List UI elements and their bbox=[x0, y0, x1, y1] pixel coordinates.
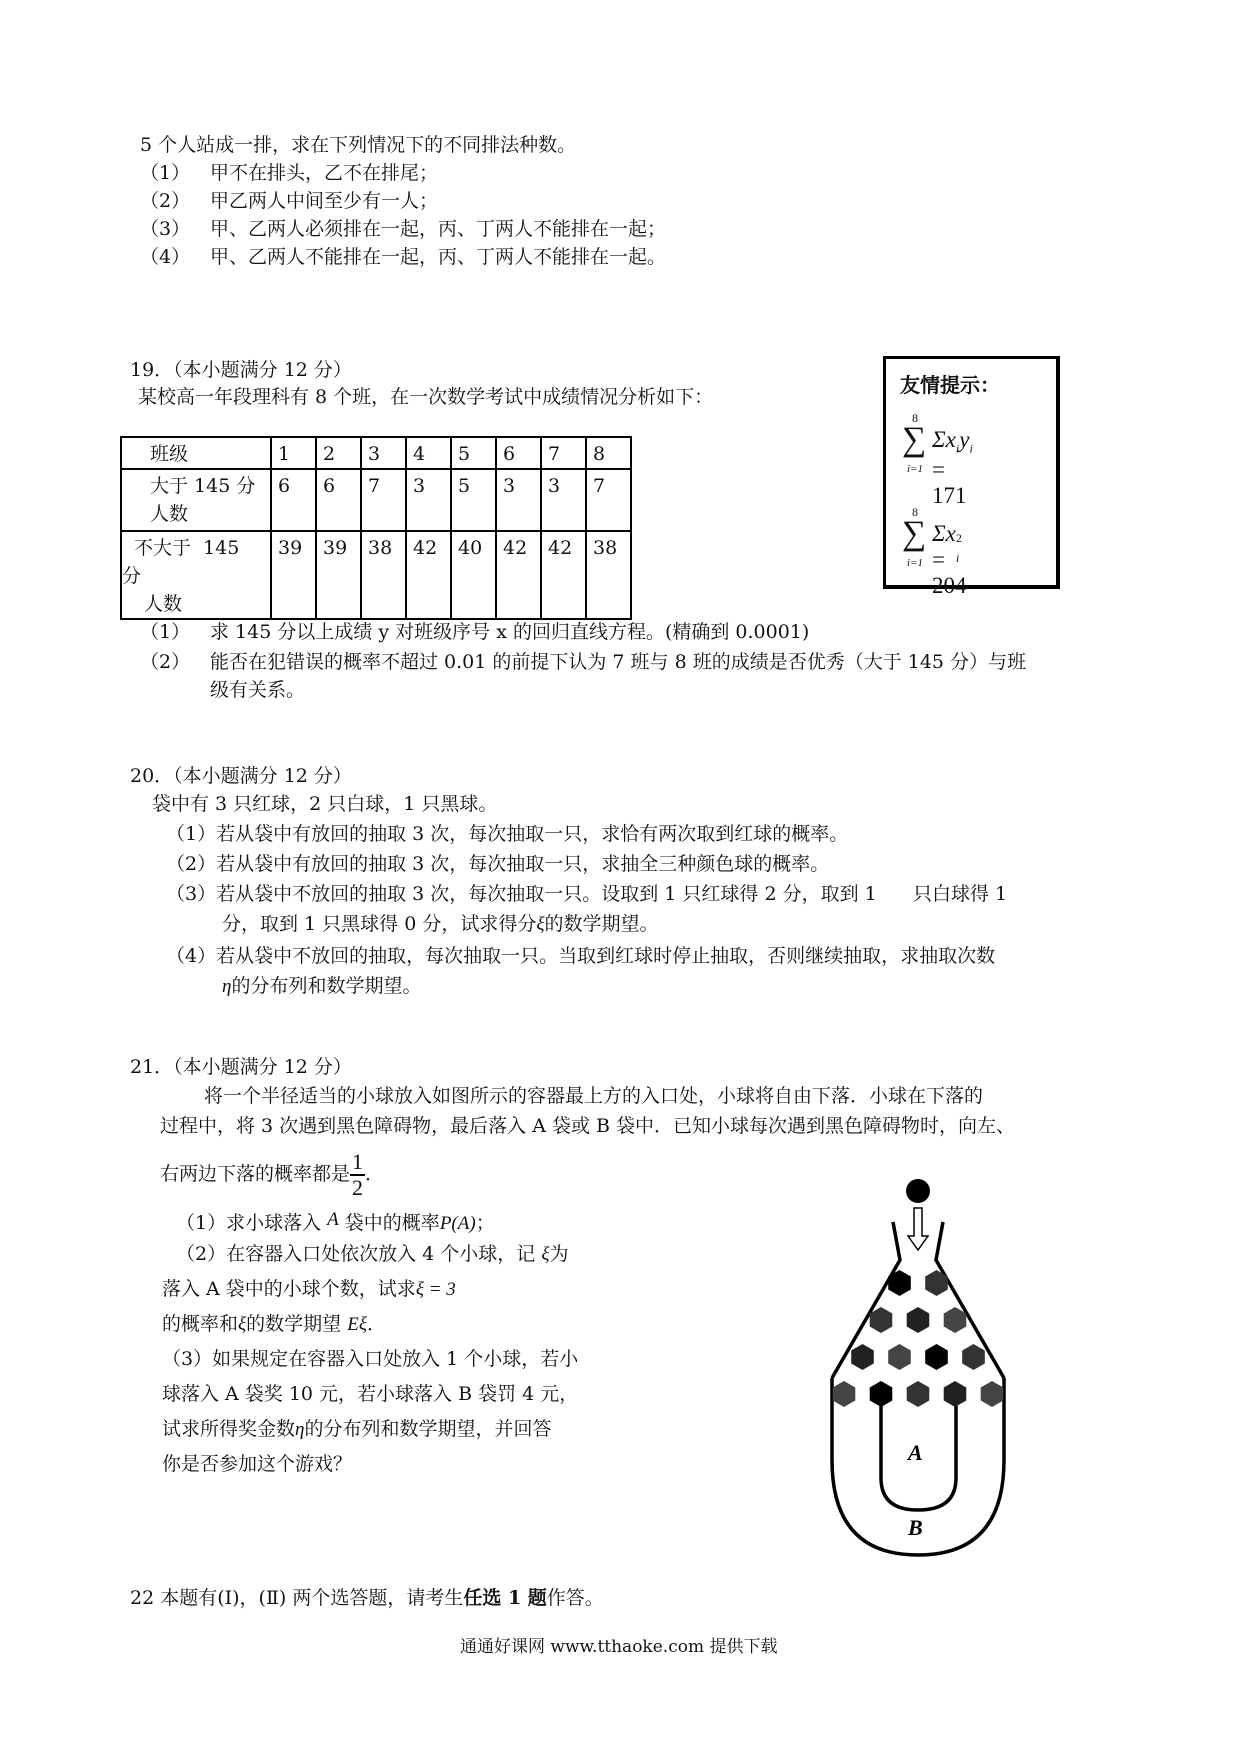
q19-item-2 bbox=[140, 648, 1026, 676]
superscript: 2 bbox=[955, 531, 962, 545]
obstacle-hexagon bbox=[962, 1344, 985, 1370]
q19-item-1 bbox=[140, 618, 809, 646]
table-cell: 6 bbox=[271, 469, 316, 531]
q18-item-2 bbox=[140, 187, 438, 215]
table-cell: 3 bbox=[496, 469, 541, 531]
header-line: 人数 bbox=[144, 593, 183, 615]
item-text: （1）求小球落入 bbox=[176, 1212, 322, 1234]
q18-item-1 bbox=[140, 159, 438, 187]
obstacle-hexagon bbox=[907, 1307, 930, 1333]
item-text: 甲乙两人中间至少有一人； bbox=[210, 190, 439, 212]
grades-table bbox=[120, 436, 632, 620]
row-header-above-145 bbox=[121, 469, 271, 531]
xi-symbol: ξ bbox=[536, 914, 545, 935]
fraction-denominator: 2 bbox=[352, 1175, 364, 1200]
table-cell: 42 bbox=[496, 531, 541, 619]
obstacle-hexagon bbox=[870, 1307, 893, 1333]
q21-para-2: 过程中，将 3 次遇到黑色障碍物，最后落入 A 袋或 B 袋中．已知小球每次遇到黑色障碍物时，向左、 bbox=[160, 1115, 1016, 1137]
table-cell: 38 bbox=[361, 531, 406, 619]
subscript: i bbox=[969, 441, 973, 456]
q19-header: 19．（本小题满分 12 分） bbox=[130, 359, 352, 381]
row-header-not-above-145 bbox=[121, 531, 271, 619]
instruction-bold: 任选 1 题 bbox=[463, 1587, 547, 1609]
item-text: 的分布列和数学期望，并回答 bbox=[304, 1418, 552, 1440]
table-cell: 6 bbox=[316, 469, 361, 531]
item-text: 若从袋中不放回的抽取 3 次，每次抽取一只。设取到 1 只红球得 2 分，取到 1 只白球得 1 bbox=[216, 883, 1008, 905]
fraction-one-half bbox=[350, 1150, 365, 1200]
table-cell: 42 bbox=[406, 531, 451, 619]
q21-item-3-line-1: （3）如果规定在容器入口处放入 1 个小球，若小 bbox=[162, 1348, 579, 1370]
item-text: 袋中的概率 bbox=[344, 1212, 440, 1234]
item-text: 求 145 分以上成绩 y 对班级序号 x 的回归直线方程。(精确到 0.0001) bbox=[210, 621, 810, 643]
item-number: （3） bbox=[140, 218, 191, 240]
table-cell: 3 bbox=[406, 469, 451, 531]
sum-upper-limit: 8 bbox=[912, 411, 918, 425]
table-cell: 40 bbox=[451, 531, 496, 619]
fraction-numerator: 1 bbox=[352, 1149, 364, 1174]
probability-expression: P(A) bbox=[439, 1213, 476, 1234]
subscript: i bbox=[955, 441, 960, 456]
formula-expression bbox=[932, 427, 973, 509]
bag-a-label: A bbox=[908, 1440, 923, 1465]
row-header-class bbox=[121, 437, 271, 469]
item-number: （1） bbox=[140, 621, 191, 643]
q18-item-4 bbox=[140, 243, 666, 271]
item-text: 若从袋中有放回的抽取 3 次，每次抽取一只，求恰有两次取到红球的概率。 bbox=[216, 823, 849, 845]
header-line: 人数 bbox=[150, 503, 189, 525]
item-number: （4） bbox=[140, 246, 191, 268]
table-cell: 5 bbox=[451, 469, 496, 531]
bag-b-label: B bbox=[908, 1515, 923, 1540]
expr-x: Σx bbox=[932, 427, 956, 452]
table-cell: 3 bbox=[541, 469, 586, 531]
item-text: 的数学期望。 bbox=[544, 913, 659, 935]
item-text: 甲不在排头，乙不在排尾； bbox=[210, 162, 439, 184]
para-text: ． bbox=[365, 1163, 385, 1185]
summation-icon: ∑ bbox=[902, 421, 927, 458]
xi-equals-3: ξ = 3 bbox=[415, 1279, 456, 1300]
q18-item-3 bbox=[140, 215, 666, 243]
item-number: （2） bbox=[166, 853, 217, 875]
header-line: 班级 bbox=[150, 443, 189, 465]
header-line: 大于 145 分 bbox=[150, 475, 256, 497]
subscript: i bbox=[955, 551, 960, 565]
q21-item-3-line-4: 你是否参加这个游戏？ bbox=[162, 1453, 353, 1475]
q21-item-2-line-2 bbox=[162, 1275, 456, 1304]
q21-item-1 bbox=[176, 1206, 495, 1238]
sum-lower-limit: i=1 bbox=[907, 463, 923, 475]
eta-symbol: η bbox=[222, 976, 232, 997]
q20-intro: 袋中有 3 只红球，2 只白球，1 只黑球。 bbox=[152, 793, 498, 815]
item-text: 能否在犯错误的概率不超过 0.01 的前提下认为 7 班与 8 班的成绩是否优秀（大于 145 分）与班 bbox=[210, 651, 1027, 673]
obstacle-hexagon bbox=[888, 1344, 911, 1370]
q21-item-3-line-3 bbox=[162, 1415, 551, 1444]
table-cell: 6 bbox=[496, 437, 541, 469]
obstacle-hexagon bbox=[944, 1307, 967, 1333]
table-cell: 38 bbox=[586, 531, 631, 619]
q19-intro: 某校高一年段理科有 8 个班，在一次数学考试中成绩情况分析如下： bbox=[138, 386, 714, 408]
item-text: 的数学期望 bbox=[246, 1313, 342, 1335]
q18-intro: 5 个人站成一排，求在下列情况下的不同排法种数。 bbox=[140, 134, 577, 156]
instruction-text: 22 本题有(Ⅰ)，(Ⅱ) 两个选答题，请考生 bbox=[130, 1587, 464, 1609]
footer: 通通好课网 www.tthaoke.com 提供下载 bbox=[460, 1637, 778, 1657]
header-line: 分 bbox=[122, 565, 142, 587]
expectation-symbol: Eξ bbox=[347, 1314, 367, 1335]
sum-lower-limit: i=1 bbox=[907, 557, 923, 569]
header-line: 不大于 145 bbox=[134, 537, 240, 559]
item-text: ； bbox=[475, 1212, 495, 1234]
galton-board-figure bbox=[780, 1160, 1020, 1580]
table-row-class bbox=[121, 437, 631, 469]
table-cell: 2 bbox=[316, 437, 361, 469]
item-text: 甲、乙两人不能排在一起，丙、丁两人不能排在一起。 bbox=[210, 246, 667, 268]
obstacle-hexagon bbox=[944, 1381, 967, 1407]
obstacle-hexagon bbox=[925, 1344, 948, 1370]
table-cell: 3 bbox=[361, 437, 406, 469]
q21-para-1: 将一个半径适当的小球放入如图所示的容器最上方的入口处，小球将自由下落．小球在下落的 bbox=[204, 1085, 984, 1107]
q21-header: 21．（本小题满分 12 分） bbox=[130, 1056, 352, 1078]
table-cell: 39 bbox=[316, 531, 361, 619]
q22-instruction bbox=[130, 1584, 604, 1612]
para-text: 右两边下落的概率都是 bbox=[160, 1163, 351, 1185]
item-number: （1） bbox=[166, 823, 217, 845]
formula-value: = 204 bbox=[932, 547, 967, 598]
q21-item-2-line-3 bbox=[162, 1310, 386, 1339]
q20-item-2 bbox=[166, 850, 829, 878]
item-text: 甲、乙两人必须排在一起，丙、丁两人不能排在一起； bbox=[210, 218, 667, 240]
table-cell: 7 bbox=[586, 469, 631, 531]
q19-item-2-cont: 级有关系。 bbox=[210, 679, 306, 701]
table-cell: 42 bbox=[541, 531, 586, 619]
down-arrow-icon bbox=[908, 1208, 928, 1250]
item-number: （1） bbox=[140, 162, 191, 184]
item-text: 的分布列和数学期望。 bbox=[231, 975, 422, 997]
table-cell: 4 bbox=[406, 437, 451, 469]
table-cell: 7 bbox=[541, 437, 586, 469]
q21-item-3-line-2: 球落入 A 袋奖 10 元，若小球落入 B 袋罚 4 元， bbox=[162, 1383, 579, 1405]
item-text: （2）在容器入口处依次放入 4 个小球，记 bbox=[176, 1243, 536, 1265]
item-number: （2） bbox=[140, 651, 191, 673]
obstacle-hexagon bbox=[833, 1381, 856, 1407]
instruction-text: 作答。 bbox=[546, 1587, 604, 1609]
formula-value: = 171 bbox=[932, 456, 967, 508]
item-text: 的概率和 bbox=[162, 1313, 239, 1335]
q20-header: 20．（本小题满分 12 分） bbox=[130, 765, 352, 787]
expr-y: y bbox=[959, 427, 970, 452]
formula-expression bbox=[932, 521, 967, 599]
q20-item-4 bbox=[166, 942, 995, 970]
item-text: 若从袋中不放回的抽取，每次抽取一只。当取到红球时停止抽取，否则继续抽取，求抽取次数 bbox=[216, 945, 996, 967]
table-row-not-above-145 bbox=[121, 531, 631, 619]
q20-item-4-cont bbox=[222, 972, 421, 1001]
q20-item-3-cont bbox=[222, 910, 659, 939]
eta-symbol: η bbox=[295, 1419, 305, 1440]
item-number: （2） bbox=[140, 190, 191, 212]
summation-icon: ∑ bbox=[902, 515, 927, 552]
item-number: （4） bbox=[166, 945, 217, 967]
obstacle-hexagon bbox=[981, 1381, 1004, 1407]
obstacle-pegs bbox=[833, 1270, 1004, 1407]
table-cell: 7 bbox=[361, 469, 406, 531]
hint-title: 友情提示： bbox=[900, 373, 1000, 397]
expr-x: Σx bbox=[932, 521, 956, 546]
item-text: ． bbox=[366, 1313, 386, 1335]
obstacle-hexagon bbox=[870, 1381, 893, 1407]
q21-item-2-line-1 bbox=[176, 1240, 568, 1269]
xi-symbol: ξ bbox=[541, 1244, 550, 1265]
item-text: 为 bbox=[549, 1243, 569, 1265]
q20-item-3 bbox=[166, 880, 1007, 908]
item-text: 落入 A 袋中的小球个数，试求 bbox=[162, 1278, 416, 1300]
hint-box bbox=[883, 356, 1060, 598]
table-cell: 5 bbox=[451, 437, 496, 469]
item-number: （3） bbox=[166, 883, 217, 905]
q20-item-1 bbox=[166, 820, 848, 848]
item-text: 试求所得奖金数 bbox=[162, 1418, 296, 1440]
q21-para-3 bbox=[160, 1150, 384, 1200]
xi-symbol: ξ bbox=[238, 1314, 247, 1335]
item-text: 若从袋中有放回的抽取 3 次，每次抽取一只，求抽全三种颜色球的概率。 bbox=[216, 853, 830, 875]
table-cell: 8 bbox=[586, 437, 631, 469]
table-row-above-145 bbox=[121, 469, 631, 531]
obstacle-hexagon bbox=[851, 1344, 874, 1370]
a-symbol: A bbox=[327, 1209, 339, 1230]
table-cell: 1 bbox=[271, 437, 316, 469]
ball-icon bbox=[906, 1179, 930, 1203]
table-cell: 39 bbox=[271, 531, 316, 619]
sum-upper-limit: 8 bbox=[912, 505, 918, 519]
item-text: 分，取到 1 只黑球得 0 分，试求得分 bbox=[222, 913, 537, 935]
obstacle-hexagon bbox=[907, 1381, 930, 1407]
